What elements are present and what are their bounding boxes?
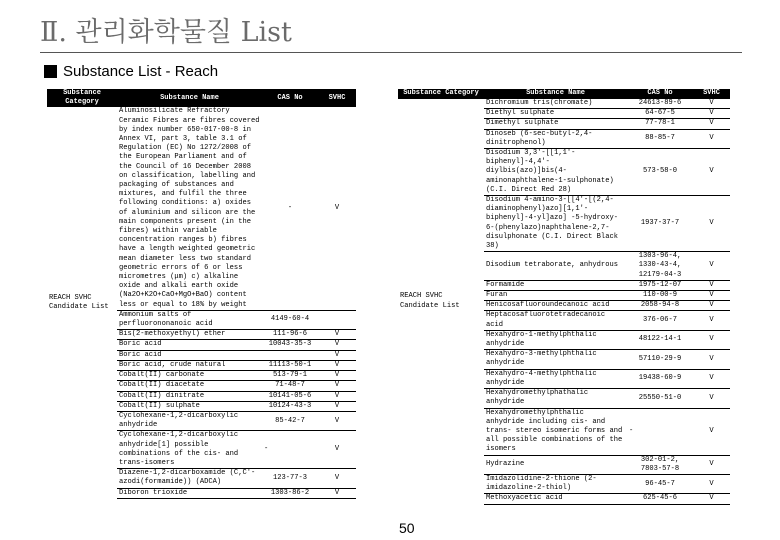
cas-number: 573-58-0 (627, 149, 693, 196)
cas-number: 88-85-7 (627, 129, 693, 148)
cas-number: 96-45-7 (627, 474, 693, 493)
substance-name: Imidazolidine-2-thione (2-imidazoline-2-thiol) (484, 474, 627, 493)
cas-number: 2058-94-8 (627, 301, 693, 311)
substance-name: Cobalt(II) diacetate (117, 381, 262, 391)
header-cas-no: CAS No (262, 89, 318, 107)
cas-number: 1975-12-07 (627, 280, 693, 290)
svhc-flag: V (318, 469, 356, 488)
substance-name: Methoxyacetic acid (484, 494, 627, 504)
cas-number: 1937-37-7 (627, 196, 693, 252)
page-number: 50 (399, 520, 415, 536)
svhc-flag: V (693, 494, 730, 504)
svhc-flag: V (693, 408, 730, 455)
cas-number: 513-79-1 (262, 371, 318, 381)
substance-name: Cyclohexane-1,2-dicarboxylic anhydride (117, 411, 262, 430)
substance-name: Bis(2-methoxyethyl) ether (117, 330, 262, 340)
svhc-flag: V (693, 149, 730, 196)
cas-number: 111-96-6 (262, 330, 318, 340)
cas-number: 1303-96-4, 1330-43-4, 12179-04-3 (627, 252, 693, 281)
svhc-flag: V (318, 371, 356, 381)
cas-number: 302-01-2, 7803-57-8 (627, 455, 693, 474)
substance-name: Boric acid, crude natural (117, 360, 262, 370)
substance-name: Disodium 4-amino-3-[[4'-[(2,4-diaminophenyl)azo][1,1'-biphenyl]-4-yl]azo] -5-hydroxy-6-(phenylazo)naphthalene-2,7-disulphonate (C.I. Direct Black 38) (484, 196, 627, 252)
svhc-flag: V (693, 99, 730, 109)
svhc-flag: V (318, 431, 356, 469)
cas-number: 48122-14-1 (627, 330, 693, 349)
cas-number: 4149-60-4 (262, 310, 318, 329)
category-cell: REACH SVHC Candidate List (49, 293, 109, 311)
svhc-flag: V (318, 340, 356, 350)
header-category: Substance Category (398, 89, 484, 99)
svhc-flag: V (318, 107, 356, 310)
svhc-flag: V (693, 301, 730, 311)
svhc-flag: V (318, 401, 356, 411)
cas-number: 24613-89-6 (627, 99, 693, 109)
substance-name: Cobalt(II) dinitrate (117, 391, 262, 401)
substance-name: Dinoseb (6-sec-butyl-2,4-dinitrophenol) (484, 129, 627, 148)
svhc-flag: V (318, 330, 356, 340)
cas-number: 71-48-7 (262, 381, 318, 391)
cas-number: - (262, 107, 318, 310)
svhc-flag: V (693, 109, 730, 119)
square-bullet-icon (44, 65, 57, 78)
cas-number: 10124-43-3 (262, 401, 318, 411)
substance-name: Hexahydro-4-methylphthalic anhydride (484, 369, 627, 388)
svhc-flag: V (693, 129, 730, 148)
substance-name: Hexahydro-1-methylphthalic anhydride (484, 330, 627, 349)
category-cell: REACH SVHC Candidate List (400, 292, 460, 310)
cas-number: 10043-35-3 (262, 340, 318, 350)
header-cas-no: CAS No (627, 89, 693, 99)
section-heading-text: Substance List - Reach (63, 63, 219, 80)
substance-name: Dimethyl sulphate (484, 119, 627, 129)
svhc-flag: V (693, 119, 730, 129)
title-divider (40, 52, 742, 53)
cas-number: 625-45-6 (627, 494, 693, 504)
substance-name: Diethyl sulphate (484, 109, 627, 119)
substance-name: Hydrazine (484, 455, 627, 474)
substance-name: Heptacosafluorotetradecanoic acid (484, 311, 627, 330)
cas-number: 11113-50-1 (262, 360, 318, 370)
svhc-flag: V (693, 330, 730, 349)
substance-name: Hexahydromethylphathalic anhydride (484, 389, 627, 408)
cas-number: 19438-60-9 (627, 369, 693, 388)
header-substance-name: Substance Name (484, 89, 627, 99)
svhc-flag: V (693, 455, 730, 474)
svhc-flag: V (318, 350, 356, 360)
svhc-flag: V (318, 411, 356, 430)
substance-table-left (47, 89, 356, 499)
substance-name: Boric acid (117, 340, 262, 350)
substance-name: Diazene-1,2-dicarboxamide (C,C'-azodi(formamide)) (ADCA) (117, 469, 262, 488)
cas-number: 376-06-7 (627, 311, 693, 330)
substance-name: Diboron trioxide (117, 488, 262, 498)
svhc-flag: V (693, 389, 730, 408)
svhc-flag: V (693, 350, 730, 369)
substance-name: Formamide (484, 280, 627, 290)
svhc-flag: V (693, 291, 730, 301)
substance-name: Aluminosilicate Refractory Ceramic Fibres are fibres covered by index number 650-017-00-8 in Annex VI, part 3, table 3.1 of Regulation (EC) No 1272/2008 of the European Parliament and of the Council of 16 December 2008 on classification, labelling and packaging of substances and mixtures, and fulfil the three following conditions: a) oxides of aluminium and silicon are the main components present (in the fibres) within variable concentration ranges b) fibres have a length weighted geometric mean diameter less two standard geometric errors of 6 or less micrometres (μm) c) alkaline oxide and alkali earth oxide (Na2O+K2O+CaO+MgO+BaO) content less or equal to 18% by weight (117, 107, 262, 310)
svhc-flag: V (693, 369, 730, 388)
substance-name: Cyclohexane-1,2-dicarboxylic anhydride[1] possible combinations of the cis- and trans-isomers (117, 431, 262, 469)
svhc-flag: V (318, 488, 356, 498)
substance-name: Hexahydro-3-methylphthalic anhydride (484, 350, 627, 369)
svhc-flag: V (318, 360, 356, 370)
substance-name: Hexahydromethylphthalic anhydride including cis- and trans- stereo isomeric forms and all possible combinations of the isomers (484, 408, 627, 455)
cas-number: 57110-29-9 (627, 350, 693, 369)
cas-number: 77-78-1 (627, 119, 693, 129)
substance-name: Furan (484, 291, 627, 301)
substance-name: Disodium 3,3'-[[1,1'-biphenyl]-4,4'-diylbis(azo)]bis(4-aminonaphthalene-1-sulphonate) (C.I. Direct Red 28) (484, 149, 627, 196)
substance-name: Dichromium tris(chromate) (484, 99, 627, 109)
cas-number: 1303-86-2 (262, 488, 318, 498)
header-category: Substance Category (47, 89, 117, 107)
substance-name: Disodium tetraborate, anhydrous (484, 252, 627, 281)
header-svhc: SVHC (318, 89, 356, 107)
page-title: Ⅱ. 관리화학물질 List (40, 17, 292, 48)
cas-number: 85-42-7 (262, 411, 318, 430)
svhc-flag: V (318, 391, 356, 401)
cas-number: - (262, 431, 318, 469)
cas-number: 25550-51-0 (627, 389, 693, 408)
svhc-flag: V (693, 311, 730, 330)
cas-number: 10141-05-6 (262, 391, 318, 401)
cas-number: - (627, 408, 693, 455)
cas-number: 110-00-9 (627, 291, 693, 301)
svhc-flag: V (693, 252, 730, 281)
substance-name: Cobalt(II) sulphate (117, 401, 262, 411)
svhc-flag (318, 310, 356, 329)
substance-table-right (398, 89, 730, 505)
header-svhc: SVHC (693, 89, 730, 99)
substance-name: Boric acid (117, 350, 262, 360)
cas-number: 123-77-3 (262, 469, 318, 488)
cas-number (262, 350, 318, 360)
header-substance-name: Substance Name (117, 89, 262, 107)
svhc-flag: V (693, 196, 730, 252)
substance-name: Henicosafluoroundecanoic acid (484, 301, 627, 311)
svhc-flag: V (318, 381, 356, 391)
section-heading (44, 63, 218, 80)
cas-number: 64-67-5 (627, 109, 693, 119)
substance-name: Cobalt(II) carbonate (117, 371, 262, 381)
svhc-flag: V (693, 474, 730, 493)
substance-name: Ammonium salts of perfluorononanoic acid (117, 310, 262, 329)
svhc-flag: V (693, 280, 730, 290)
